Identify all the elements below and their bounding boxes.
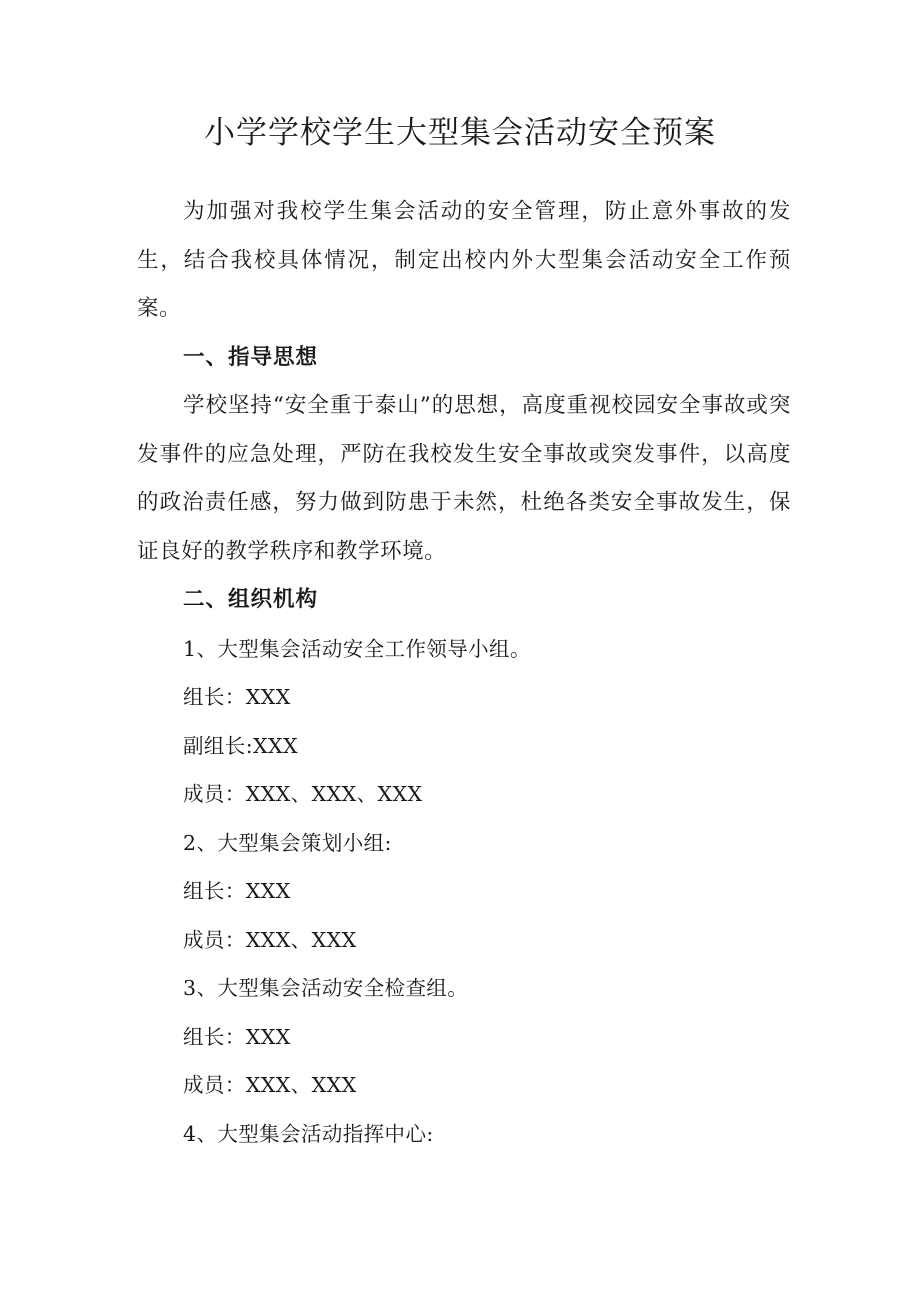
org-line: 组长：XXX	[183, 1024, 291, 1049]
section-heading-organization: 二、组织机构	[183, 587, 319, 612]
org-line: 4、大型集会活动指挥中心:	[183, 1121, 434, 1146]
intro-paragraph: 为加强对我校学生集会活动的安全管理，防止意外事故的发生，结合我校具体情况，制定出校内外大型集会活动安全工作预案。	[137, 199, 791, 321]
org-line: 组长：XXX	[183, 685, 291, 709]
org-line: 成员：XXX、XXX	[183, 1073, 357, 1097]
document-body	[137, 188, 791, 1158]
document-title: 小学学校学生大型集会活动安全预案	[204, 115, 716, 151]
org-line: 1、大型集会活动安全工作领导小组。	[183, 636, 531, 661]
org-line: 成员：XXX、XXX、XXX	[183, 782, 423, 806]
org-line: 组长：XXX	[183, 879, 291, 903]
org-line: 副组长:XXX	[183, 733, 298, 758]
guiding-ideology-paragraph: 学校坚持“安全重于泰山”的思想，高度重视校园安全事故或突发事件的应急处理，严防在我校发生安全事故或突发事件，以高度的政治责任感，努力做到防患于未然，杜绝各类安全事故发生，保证良好的教学秩序和教学环境。	[137, 393, 791, 564]
org-line: 3、大型集会活动安全检查组。	[183, 976, 469, 1000]
org-line: 成员：XXX、XXX	[183, 927, 357, 952]
section-heading-guiding-ideology: 一、指导思想	[183, 344, 319, 370]
org-line: 2、大型集会策划小组:	[183, 830, 392, 855]
